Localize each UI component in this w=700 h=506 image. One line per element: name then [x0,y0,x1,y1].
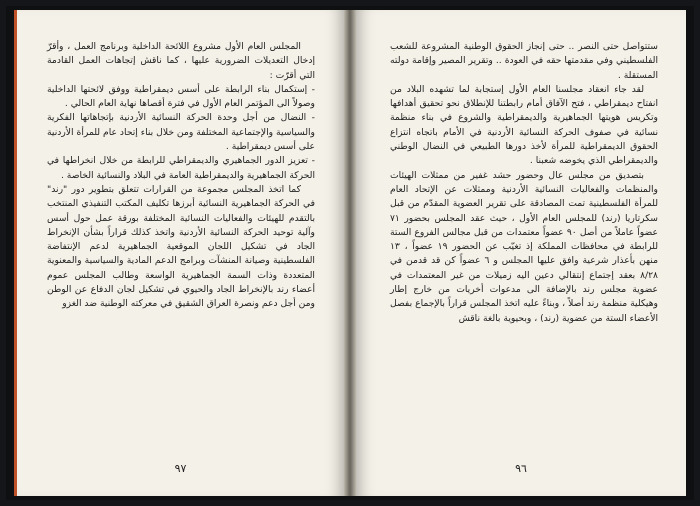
book-gutter [344,10,356,496]
right-page [356,10,686,496]
right-paragraph-3: بتصديق من مجلس عال وحضور حشد غفير من ممثلات الهيئات والمنظمات والفعاليات النسائية الأردنية وممثلات عن الإتحاد العام للمرأة الفلسطينية تمت المصادقة على تقرير العضوية المقدّم من قبل سكرتاريا (رند) للمجلس العام الأول ، حيث عقد المجلس بحضور ٧١ عضواً عاملاً من أصل ٩٠ عضواً معتمدات من قبل مجالس الفروع الستة للرابطة في محافظات المملكة إذ تغيّب عن الحضور ١٩ عضواً ، ١٣ منهن بأعذار شرعية وافق عليها المجلس و ٦ عضواً كن قد قدمن في ٨/٢٨ بعقد إجتماع إنتقالي دعين اليه زميلات من غير المعتمدات في عضوية مجلس رند بالإضافة الى مدعوات أخريات من خارج إطار وهيكلية منظمة رند أصلاً ، وبناءً عليه اتخذ المجلس قراراً بالإجماع بفصل الأعضاء الستة من عضوية (رند) ، وبحيوية بالغة ناقش [390,169,659,324]
left-paragraph-1: المجلس العام الأول مشروع اللائحة الداخلية وبرنامج العمل ، وأقرّ إدخال التعديلات الضرورية عليها ، كما ناقش إتجاهات العمل القادمة التي أقرّت : [47,41,315,81]
left-paragraph-5: كما اتخذ المجلس مجموعة من القرارات تتعلق بتطوير دور "رند" في الحركة الجماهيرية النسائية أبرزها تكليف المكتب التنفيذي المنتخب بالتقدم للهيئات والفعاليات النسائية المختلفة بورقة عمل حول أسس وآلية توحيد الحركة النسائية الأردنية واتخذ كذلك قراراً بشأن الإنخراط الجاد في تشكيل اللجان الموقعية الجماهيرية لدعم الإنتفاضة الفلسطينية وصيانة المنشآت وبرامج الدعم المادية والسياسية والمعنوية المتعددة وذات السمة الجماهيرية الواسعة وطالب المجلس عموم أعضاء رند بالإنخراط الجاد والحيوي في تشكيل لجان الدفاع عن الوطن ومن أجل دعم ونصرة العراق الشقيق في معركته الوطنية ضد الغزو [47,183,315,310]
left-paragraph-4: - تعزيز الدور الجماهيري والديمقراطي للرابطة من خلال انخراطها في الحركة الجماهيرية والديمقراطية العامة في البلاد والنسائية الخاصة . [47,155,315,181]
left-paragraph-2: - إستكمال بناء الرابطة على أسس ديمقراطية ووفق لائحتها الداخلية وصولاً الى المؤتمر العام الأول في فترة أقصاها نهاية العام الحالي . [47,83,315,110]
left-page [14,10,344,496]
left-paragraph-3: - النضال من أجل وحدة الحركة النسائية الأردنية بإتجاهاتها الفكرية والسياسية والإجتماعية المختلفة ومن خلال بناء إتحاد عام للمرأة الأردنية على أسس ديمقراطية . [47,112,315,153]
right-page-text [390,40,658,326]
right-paragraph-1: ستتواصل حتى النصر .. حتى إنجاز الحقوق الوطنية المشروعة للشعب الفلسطيني وفي مقدمتها حقه في العودة .. وتقرير المصير وإقامة دولته المستقلة . [390,41,658,81]
book-spread [6,6,694,500]
right-paragraph-2: لقد جاء انعقاد مجلسنا العام الأول إستجابة لما تشهده البلاد من انفتاح ديمقراطي ، فتح الآفاق أمام رابطتنا للإنطلاق نحو تحقيق أهدافها وتكريس هويتها الجماهيرية والديمقراطية والشروع في بناء منظمة نسائية في صفوف الحركة النسائية الأردنية في الأمام باتجاه انتزاع الحقوق الديمقراطية للمرأة لأخذ دورها الطبيعي في النضال الوطني والديمقراطي الذي يخوضه شعبنا . [390,83,658,167]
right-page-number: ٩٦ [515,462,527,475]
left-page-number: ٩٧ [174,462,187,475]
left-page-text [47,40,315,312]
